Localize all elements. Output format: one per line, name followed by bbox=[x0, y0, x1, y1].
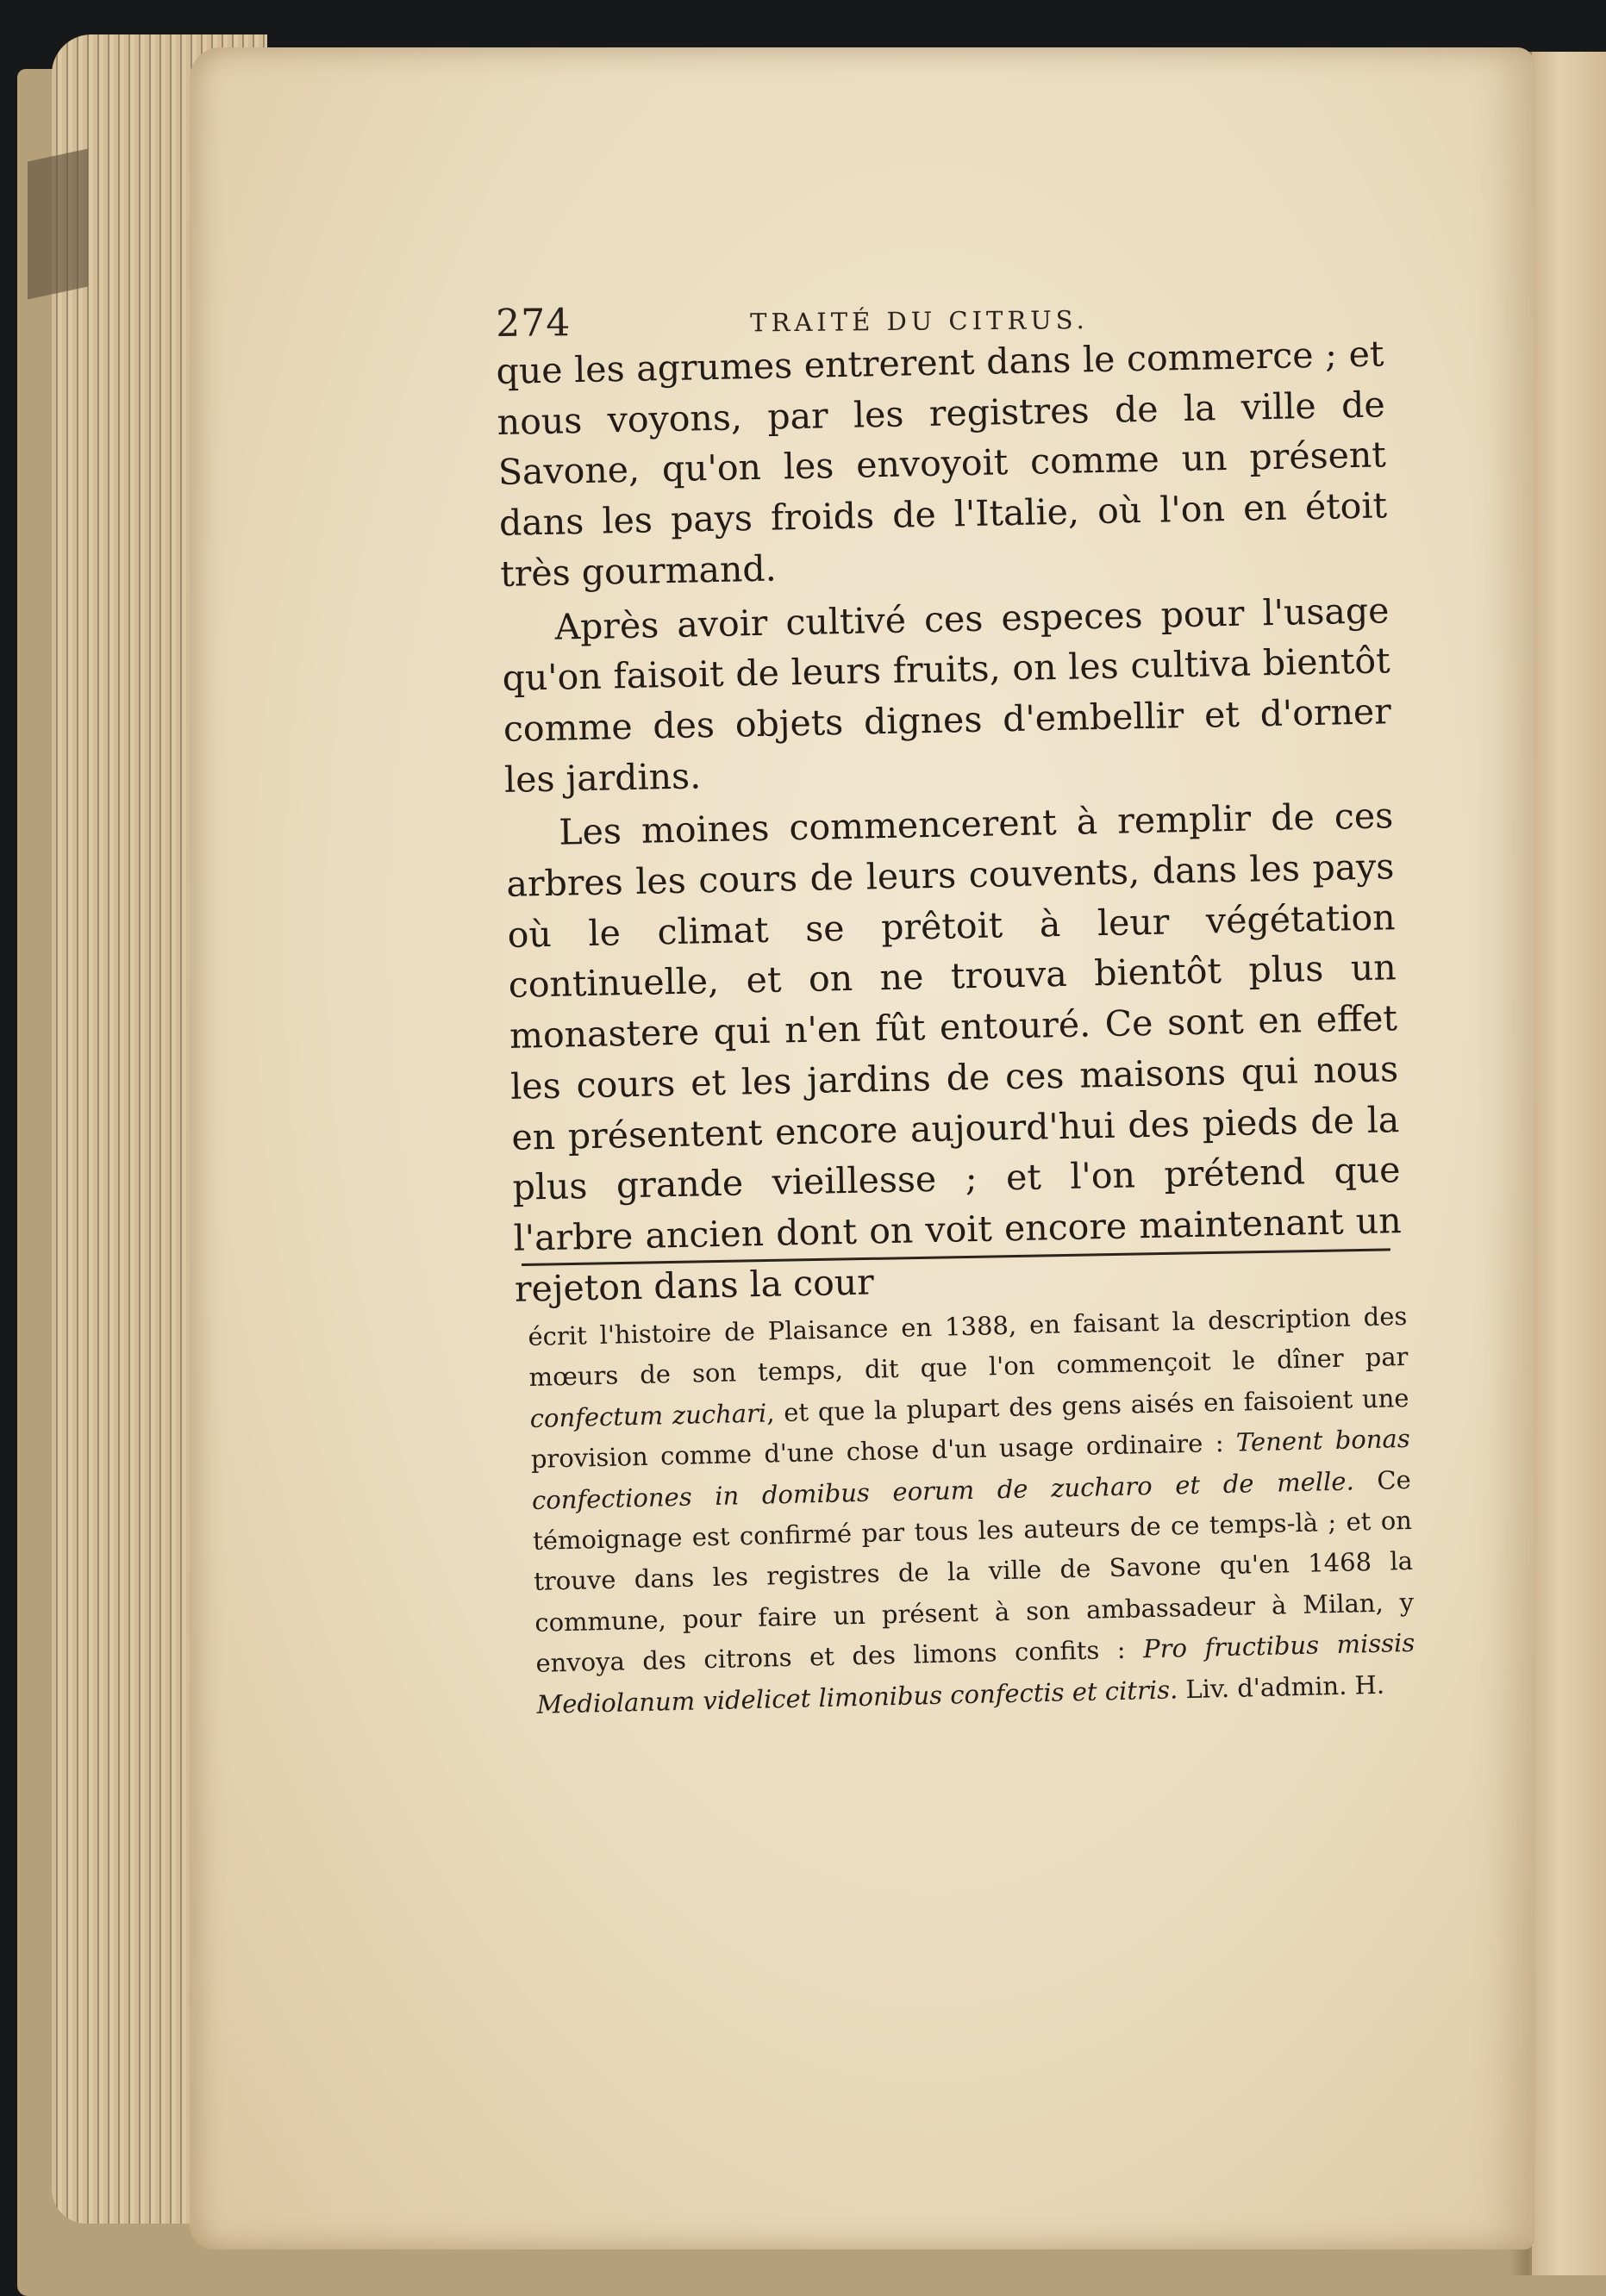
footnote-text-3: Ce témoignage est confirmé par tous les auteurs de ce temps-là ; et on trouve dans les registres de la ville de Savone qu'en 1468 la commune, pour faire un présent à son ambassadeur à Milan, y envoya des citrons et des limons confits : bbox=[532, 1464, 1415, 1679]
facing-page-edge bbox=[1528, 52, 1606, 2275]
paragraph-3: Les moines commencerent à remplir de ces arbres les cours de leurs couvents, dans les pays où le climat se prêtoit à leur végétation continuelle, et on ne trouva bientôt plus un monastere qui n'en fût entouré. Ce sont en effet les cours et les jardins de ces maisons qui nous en présentent encore aujourd'hui des pieds de la plus grande vieillesse ; et l'on prétend que l'arbre ancien dont on voit encore maintenant un rejeton dans la cour bbox=[506, 795, 1403, 1310]
torn-page-corner bbox=[28, 149, 88, 300]
footnote-block bbox=[528, 1296, 1416, 1725]
main-text-block bbox=[496, 328, 1403, 1314]
paragraph-2: Après avoir cultivé ces especes pour l'usage qu'on faisoit de leurs fruits, on les cultiva bientôt comme des objets dignes d'embellir et d'orner les jardins. bbox=[502, 589, 1392, 801]
footnote-italic-3: Pro fructibus missis Mediolanum videlicet limonibus confectis et citris. bbox=[536, 1628, 1415, 1719]
footnote-text-4: Liv. d'admin. H. bbox=[1184, 1669, 1385, 1704]
footnote-italic-1: confectum zuchari bbox=[529, 1398, 767, 1433]
paragraph-1: que les agrumes entrerent dans le commerce ; et nous voyons, par les registres de la ville de Savone, qu'on les envoyoit comme un présent dans les pays froids de l'Italie, où l'on en étoit très gourmand. bbox=[496, 333, 1388, 595]
footnote-italic-2: Tenent bonas confectiones in domibus eorum de zucharo et de melle. bbox=[531, 1424, 1411, 1515]
footnote-text-2: , et que la plupart des gens aisés en faisoient une provision comme d'une chose d'un usage ordinaire : bbox=[530, 1382, 1409, 1475]
page-number: 274 bbox=[496, 301, 572, 346]
footnote-text-1: écrit l'histoire de Plaisance en 1388, en faisant la description des mœurs de son temps, dit que l'on commençoit le dîner par bbox=[528, 1301, 1409, 1393]
running-title: TRAITÉ DU CITRUS. bbox=[750, 304, 1089, 338]
